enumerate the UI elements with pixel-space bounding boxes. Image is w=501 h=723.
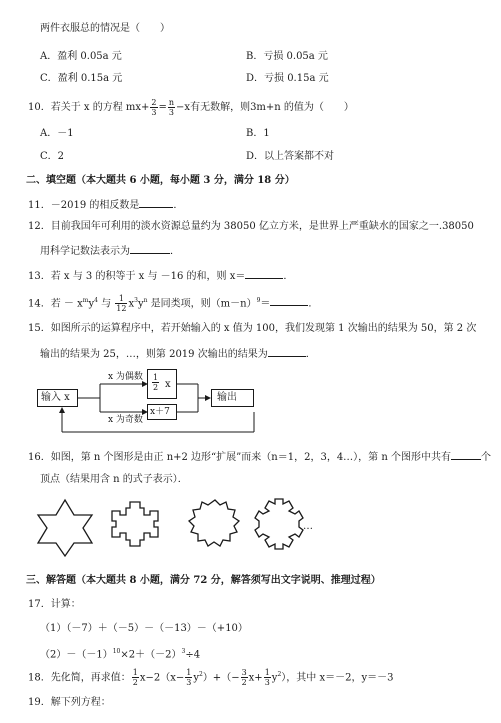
q14-fraction: $\frac{1}{12}$ bbox=[116, 294, 127, 314]
section-3-title: 三、解答题（本大题共 8 小题，满分 72 分，解答须写出文字说明、推理过程） bbox=[26, 575, 381, 586]
flowchart-plus-box: x＋7 bbox=[147, 404, 177, 420]
prev-option-d: D．亏损 0.15a 元 bbox=[246, 73, 329, 84]
prev-option-a: A．盈利 0.05a 元 bbox=[40, 51, 122, 62]
flowchart-half-box: $\frac{1}{2}$ x bbox=[147, 369, 177, 399]
question-15-line-2: 输出的结果为 25，…，则第 2019 次输出的结果为 ． bbox=[40, 346, 316, 362]
question-16-line-2: 顶点（结果用含 n 的式子表示）． bbox=[40, 474, 188, 485]
flowchart-even-label: x 为偶数 bbox=[108, 372, 143, 382]
q10-suffix: −x有无数解，则3m+n 的值为（ ） bbox=[176, 102, 354, 113]
question-13: 13．若 x 与 3 的积等于 x 与 －16 的和，则 x＝ ． bbox=[28, 268, 293, 284]
figure-3-shape bbox=[189, 500, 239, 546]
q10-fraction-1: $\frac{2}{3}$ bbox=[151, 98, 157, 117]
prev-option-c: C．盈利 0.15a 元 bbox=[40, 73, 123, 84]
q16-figures bbox=[30, 495, 320, 560]
flowchart-input-box: 输入 x bbox=[37, 389, 78, 407]
question-11: 11．－2019 的相反数是 ． bbox=[28, 197, 183, 213]
figure-1-star bbox=[38, 500, 92, 556]
half-fraction: $\frac{1}{2}$ bbox=[153, 373, 159, 392]
q10-option-a: A．－1 bbox=[40, 128, 74, 139]
prev-option-b: B．亏损 0.05a 元 bbox=[246, 51, 328, 62]
answer-blank[interactable] bbox=[451, 449, 481, 460]
question-14: 14．若 － $x^my^4$ 与 $\frac{1}{12}$ $x^3y^n$ 是同类项，则$(m-n)^9=$ ． bbox=[28, 294, 319, 314]
question-12-line-1: 12．目前我国年可利用的淡水资源总量约为 38050 亿立方米，是世界上严重缺水的国家之一.38050 bbox=[28, 221, 474, 232]
prev-question-stem: 两件衣服总的情况是（ ） bbox=[40, 23, 170, 34]
q10-equals: = bbox=[158, 102, 167, 113]
q10-option-c: C．2 bbox=[40, 151, 65, 162]
q10-option-d: D．以上答案都不对 bbox=[246, 151, 335, 162]
section-2-title: 二、填空题（本大题共 6 小题，每小题 3 分，满分 18 分） bbox=[26, 175, 295, 186]
question-18: 18．先化简，再求值： $\frac{1}{2}$ x−2（x− $\frac{1}{3}$ $y^2)+(-$ $\frac{3}{2}$ x+ $\frac{1}{3}$ $y^2$），其中 x＝－2，y＝－3 bbox=[28, 668, 394, 688]
figure-4-shape bbox=[255, 499, 303, 549]
question-16-line-1: 16．如图，第 n 个图形是由正 n+2 边形“扩展”而来（n＝1，2，3，4…），第 n 个图形中共有 个 bbox=[28, 449, 491, 465]
question-17-part-1: （1）（－7）＋（－5）－（－13）－（+10） bbox=[40, 623, 248, 634]
question-19: 19．解下列方程： bbox=[28, 697, 111, 708]
q10-option-b: B．1 bbox=[246, 128, 270, 139]
figure-2-shape bbox=[112, 502, 158, 546]
q10-prefix: 10．若关于 x 的方程 mx+ bbox=[28, 102, 150, 113]
flowchart-odd-label: x 为奇数 bbox=[108, 415, 143, 425]
figures-ellipsis: … bbox=[303, 521, 313, 532]
question-15-line-1: 15．如图所示的运算程序中，若开始输入的 x 值为 100，我们发现第 1 次输出的结果为 50，第 2 次 bbox=[28, 323, 477, 334]
flowchart-output-box: 输出 bbox=[211, 389, 254, 407]
question-12-line-2: 用科学记数法表示为 ． bbox=[40, 243, 180, 259]
question-17-part-2: $(2)-(-1)^{10}\times 2+(-2)^3\div 4$ bbox=[40, 648, 201, 661]
q10-fraction-2: $\frac{n}{3}$ bbox=[168, 98, 175, 117]
question-17-title: 17．计算： bbox=[28, 599, 81, 610]
